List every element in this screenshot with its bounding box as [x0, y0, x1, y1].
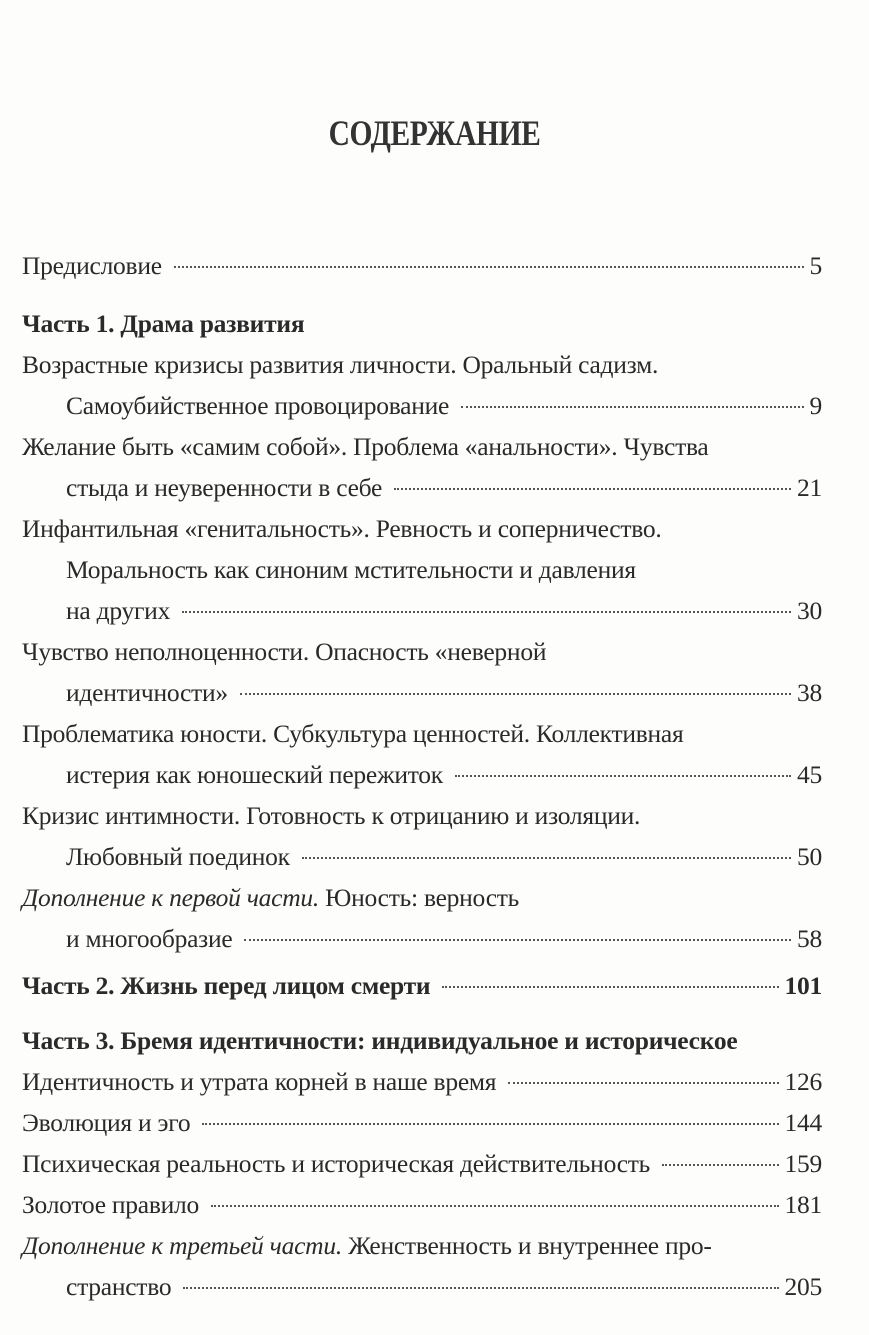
toc-entry-line [22, 672, 822, 713]
toc-entry-line [22, 795, 822, 836]
entry-title [22, 350, 658, 379]
entry-title-text: идентичности» [66, 678, 228, 707]
entry-title [66, 836, 290, 877]
entry-title-text: Чувство неполноценности. Опасность «неверной [22, 637, 547, 666]
page-number: 159 [784, 1149, 822, 1178]
page-number: 205 [784, 1272, 822, 1301]
entry-title [22, 1143, 650, 1184]
entry-title-italic: Дополнение к первой части. [22, 883, 320, 912]
toc-entry-line [22, 549, 822, 590]
entry-title-text: Возрастные кризисы развития личности. Оральный садизм. [22, 350, 659, 379]
entry-title [22, 637, 546, 666]
entry-title [66, 467, 382, 508]
dot-leader [442, 986, 778, 988]
toc-entry-line [22, 1102, 822, 1143]
toc-entry-line [22, 1143, 822, 1184]
page-title: СОДЕРЖАНИЕ [328, 113, 541, 153]
entry-title-text: истерия как юношеский пережиток [66, 760, 443, 789]
dot-leader [455, 775, 791, 777]
toc-entry-line [22, 1266, 822, 1307]
entry-title-text: на других [66, 596, 171, 625]
toc-entry-line [22, 631, 822, 672]
dot-leader [211, 1205, 778, 1207]
entry-title-text: Женственность и внутреннее про- [341, 1231, 712, 1260]
table-of-contents [22, 245, 822, 1307]
toc-entry[interactable] [22, 1102, 822, 1143]
dot-leader [202, 1123, 778, 1125]
page-number: 58 [797, 924, 822, 953]
dot-leader [182, 611, 791, 613]
toc-entry[interactable] [22, 426, 822, 508]
toc-entry[interactable] [22, 245, 822, 286]
toc-entry[interactable] [22, 508, 822, 631]
entry-title-text: Юность: верность [319, 883, 520, 912]
toc-entry-line [22, 1061, 822, 1102]
section-heading: Часть 1. Драма развития [22, 309, 305, 338]
page-number: 181 [784, 1190, 822, 1219]
page-number: 21 [797, 473, 822, 502]
entry-title [66, 555, 636, 584]
toc-entry[interactable] [22, 1184, 822, 1225]
entry-title-text: Самоубийственное провоцирование [66, 391, 450, 420]
section-heading: Часть 3. Бремя идентичности: индивидуальное и историческое [22, 1026, 738, 1055]
toc-entry-line [22, 1184, 822, 1225]
entry-title-italic: Дополнение к третьей части. [22, 1231, 342, 1260]
entry-title-text: Любовный поединок [66, 842, 290, 871]
entry-title [66, 1266, 171, 1307]
page-number: 9 [809, 391, 822, 420]
entry-title-text: Часть 2. Жизнь перед лицом смерти [22, 971, 431, 1000]
page-number: 144 [784, 1108, 822, 1137]
toc-entry-line [22, 590, 822, 631]
dot-leader [174, 266, 804, 268]
dot-leader [461, 406, 803, 408]
page-number: 5 [809, 251, 822, 280]
entry-title [22, 801, 640, 830]
entry-title [66, 918, 232, 959]
entry-title [22, 1231, 712, 1260]
toc-entry-line [22, 245, 822, 286]
entry-title-text: Кризис интимности. Готовность к отрицанию и изоляции. [22, 801, 641, 830]
toc-entry-line [22, 754, 822, 795]
entry-title [22, 719, 683, 748]
entry-title-text: Желание быть «самим собой». Проблема «анальности». Чувства [22, 432, 709, 461]
entry-title-text: Золотое правило [22, 1190, 200, 1219]
entry-title-text: Психическая реальность и историческая действительность [22, 1149, 651, 1178]
toc-entry-line [22, 385, 822, 426]
entry-title [22, 883, 519, 912]
dot-leader [662, 1164, 778, 1166]
toc-entry[interactable] [22, 1061, 822, 1102]
page-number: 50 [797, 842, 822, 871]
entry-title [22, 432, 709, 461]
toc-entry[interactable] [22, 1225, 822, 1307]
dot-leader [244, 939, 791, 941]
toc-entry-line [22, 426, 822, 467]
toc-entry[interactable] [22, 1143, 822, 1184]
entry-title [66, 590, 170, 631]
entry-title-text: Проблематика юности. Субкультура ценностей. Коллективная [22, 719, 684, 748]
entry-title [22, 245, 162, 286]
toc-entry-line [22, 713, 822, 754]
toc-entry-line [22, 965, 822, 1006]
entry-title [66, 385, 449, 426]
toc-entry-line [22, 467, 822, 508]
page-number: 38 [797, 678, 822, 707]
toc-entry-line [22, 344, 822, 385]
entry-title-text: Идентичность и утрата корней в наше время [22, 1067, 497, 1096]
entry-title [22, 965, 430, 1006]
page-number: 45 [797, 760, 822, 789]
toc-entry[interactable] [22, 795, 822, 877]
entry-title-text: странство [66, 1272, 172, 1301]
entry-title-text: Предисловие [22, 251, 162, 280]
entry-title-text: Инфантильная «генитальность». Ревность и соперничество. [22, 514, 662, 543]
entry-title [22, 1061, 496, 1102]
page-number: 30 [797, 596, 822, 625]
dot-leader [240, 693, 791, 695]
toc-entry-line [22, 918, 822, 959]
toc-entry[interactable] [22, 965, 822, 1006]
toc-entry[interactable] [22, 344, 822, 426]
entry-title [22, 514, 662, 543]
entry-title [66, 754, 443, 795]
toc-entry[interactable] [22, 713, 822, 795]
entry-title [66, 672, 228, 713]
dot-leader [302, 857, 791, 859]
toc-entry-line [22, 508, 822, 549]
page-number: 126 [784, 1067, 822, 1096]
entry-title [22, 1184, 199, 1225]
entry-title-text: и многообразие [66, 924, 233, 953]
toc-entry-line [22, 877, 822, 918]
toc-entry[interactable] [22, 877, 822, 959]
entry-title-text: стыда и неуверенности в себе [66, 473, 383, 502]
dot-leader [394, 488, 791, 490]
entry-title-text: Моральность как синоним мстительности и давления [66, 555, 636, 584]
toc-entry-line [22, 836, 822, 877]
entry-title [22, 1102, 190, 1143]
entry-title-text: Эволюция и эго [22, 1108, 191, 1137]
toc-entry[interactable] [22, 631, 822, 713]
toc-entry-line [22, 1225, 822, 1266]
dot-leader [508, 1082, 778, 1084]
dot-leader [183, 1287, 778, 1289]
page-number: 101 [784, 971, 822, 1000]
